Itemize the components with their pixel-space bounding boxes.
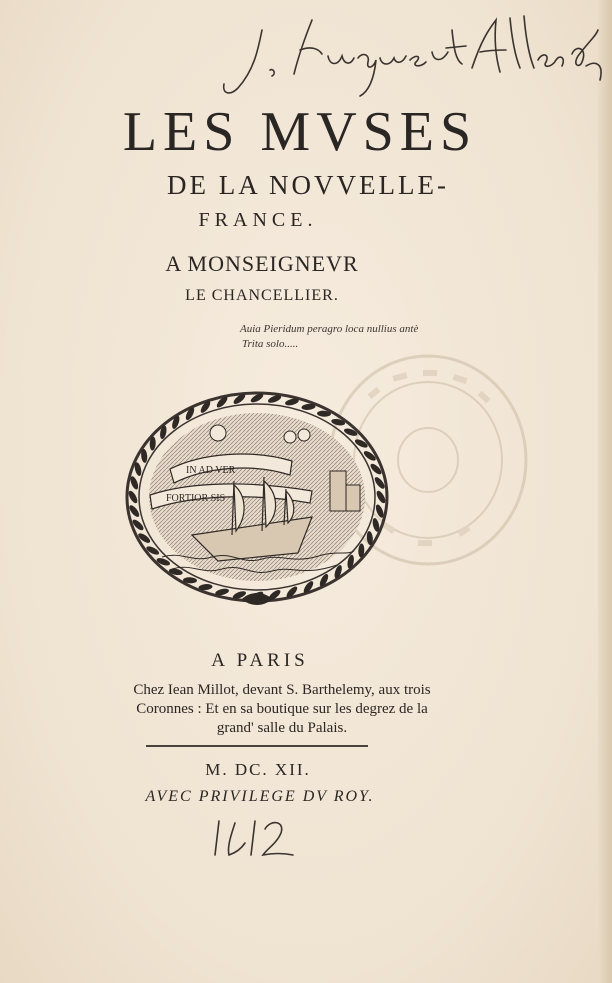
dedication-line-1: A MONSEIGNEVR [165, 251, 359, 276]
wreath-leaf [375, 489, 387, 504]
wreath-leaf [127, 489, 139, 504]
handwritten-year-text: 1612 [205, 815, 207, 816]
emblem-motto-bottom: FORTIOR SIS [166, 493, 226, 504]
emblem-motto-top: IN AD VER [186, 465, 236, 476]
epigraph [240, 322, 418, 352]
page-title: LES MVSES [122, 101, 478, 163]
divider-rule [146, 745, 368, 747]
subtitle-line-1: DE LA NOVVELLE- [167, 170, 449, 200]
epigraph-line-2: Trita solo..... [242, 338, 299, 350]
handwritten-year [205, 815, 305, 860]
imprint-line-3: grand' salle du Palais. [216, 720, 348, 736]
imprint [92, 681, 472, 738]
imprint-line-2: Coronnes : Et en sa boutique sur les degrez de la [136, 701, 428, 717]
epigraph-line-1: Auia Pieridum peragro loca nullius antè [240, 323, 419, 335]
royal-privilege: AVEC PRIVILEGE DV ROY. [145, 788, 375, 805]
handwritten-signature [200, 0, 612, 115]
signature-text: J. August Allard [200, 0, 207, 1]
imprint-place: A PARIS [211, 650, 309, 671]
printers-device-emblem [122, 385, 392, 615]
imprint-line-1: Chez Iean Millot, devant S. Barthelemy, aux trois [133, 682, 431, 698]
publication-date: M. DC. XII. [205, 760, 311, 779]
subtitle-line-2: FRANCE. [198, 209, 318, 231]
dedication-line-2: LE CHANCELLIER. [185, 287, 339, 304]
